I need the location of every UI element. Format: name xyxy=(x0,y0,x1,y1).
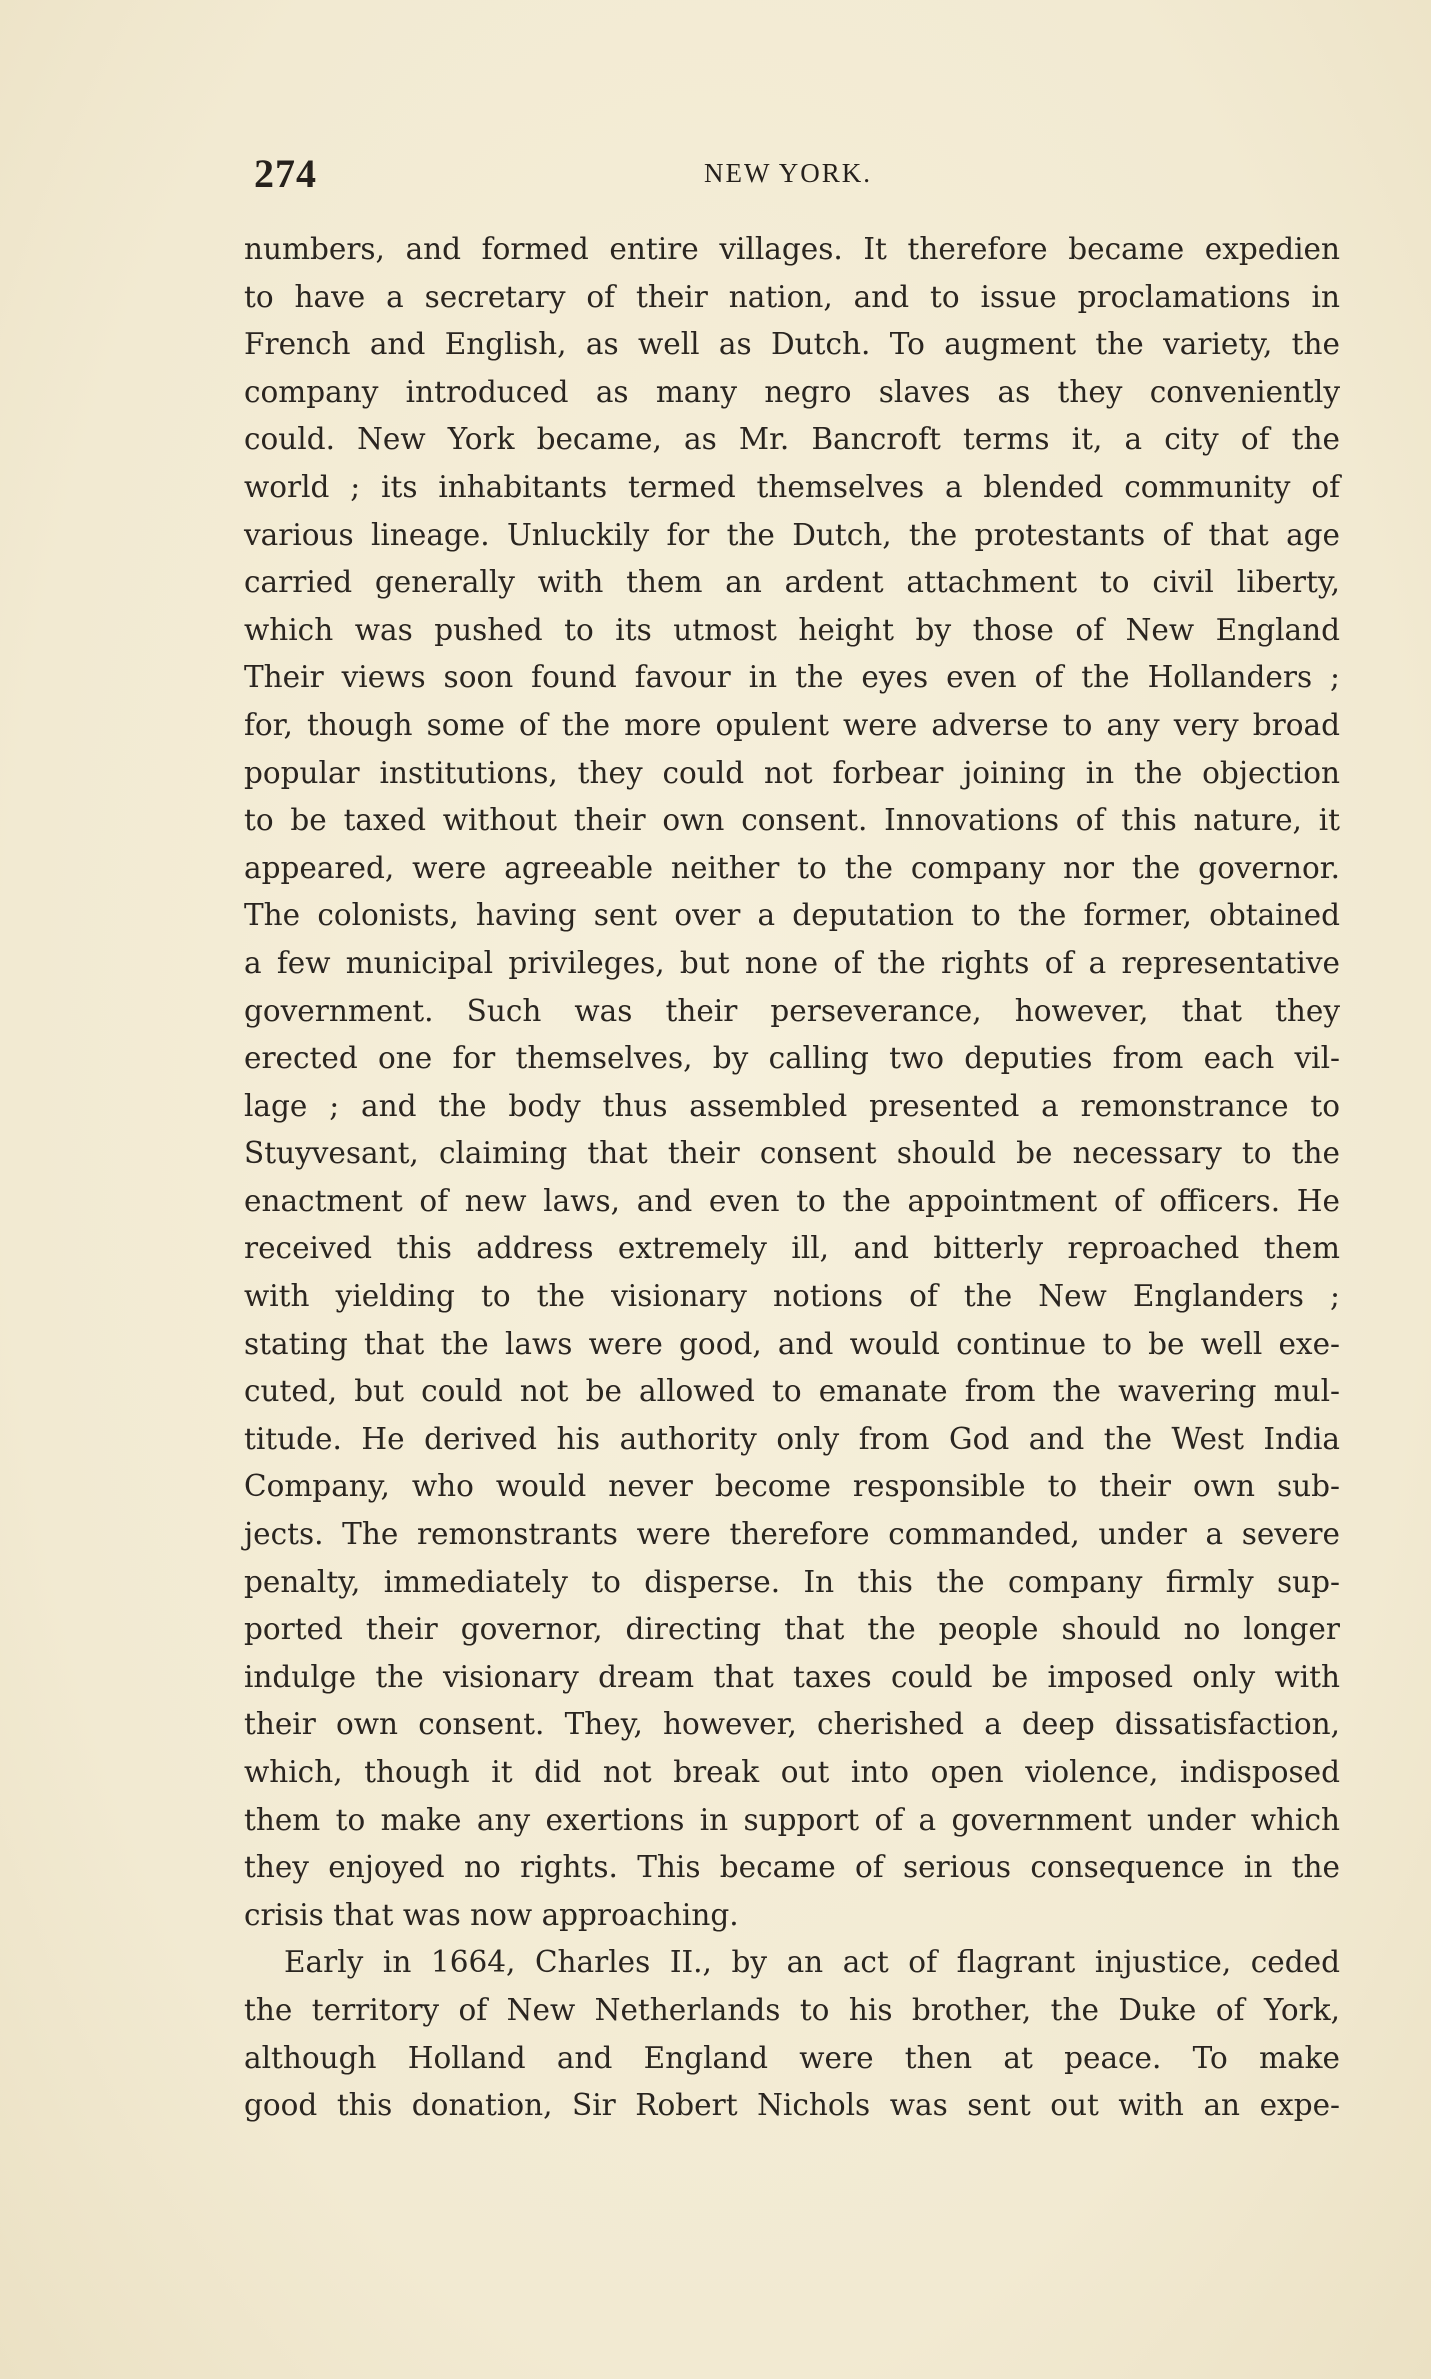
text-line: with yielding to the visionary notions of the New Englanders ; xyxy=(244,1279,1340,1314)
text-line: a few municipal privileges, but none of the rights of a representative xyxy=(244,945,1340,980)
text-line: good this donation, Sir Robert Nichols was sent out with an expe- xyxy=(244,2088,1340,2123)
text-line: which was pushed to its utmost height by those of New England xyxy=(244,612,1340,647)
page-header xyxy=(254,150,1336,206)
text-line: for, though some of the more opulent were adverse to any very broad xyxy=(244,707,1340,742)
text-line: enactment of new laws, and even to the appointment of officers. He xyxy=(244,1183,1340,1218)
page-number: 274 xyxy=(254,151,317,196)
text-line: world ; its inhabitants termed themselves a blended community of xyxy=(244,469,1340,504)
text-line: appeared, were agreeable neither to the company nor the governor. xyxy=(244,850,1340,885)
text-line: titude. He derived his authority only from God and the West India xyxy=(244,1421,1340,1456)
text-line: ported their governor, directing that the people should no longer xyxy=(244,1612,1340,1647)
text-line: them to make any exertions in support of a government under which xyxy=(244,1802,1340,1837)
text-line: Early in 1664, Charles II., by an act of flagrant injustice, ceded xyxy=(284,1945,1340,1980)
text-line: to have a secretary of their nation, and to issue proclamations in xyxy=(244,279,1340,314)
text-line: to be taxed without their own consent. Innovations of this nature, it xyxy=(244,803,1340,838)
text-line: The colonists, having sent over a deputation to the former, obtained xyxy=(244,898,1340,933)
text-line: Stuyvesant, claiming that their consent should be necessary to the xyxy=(244,1136,1340,1171)
text-line: although Holland and England were then at peace. To make xyxy=(244,2040,1340,2075)
text-line: carried generally with them an ardent attachment to civil liberty, xyxy=(244,565,1340,600)
running-head: NEW YORK. xyxy=(704,158,872,188)
text-line: crisis that was now approaching. xyxy=(244,1897,739,1932)
text-line: indulge the visionary dream that taxes could be imposed only with xyxy=(244,1659,1340,1694)
text-line: jects. The remonstrants were therefore commanded, under a severe xyxy=(244,1517,1340,1552)
text-line: company introduced as many negro slaves as they conveniently xyxy=(244,374,1340,409)
text-line: the territory of New Netherlands to his brother, the Duke of York, xyxy=(244,1992,1340,2027)
text-line: which, though it did not break out into open violence, indisposed xyxy=(244,1755,1340,1789)
text-line: their own consent. They, however, cherished a deep dissatisfaction, xyxy=(244,1707,1340,1742)
text-line: popular institutions, they could not forbear joining in the objection xyxy=(244,755,1340,790)
text-line: various lineage. Unluckily for the Dutch, the protestants of that age xyxy=(244,517,1340,552)
text-line: Company, who would never become responsible to their own sub- xyxy=(244,1469,1340,1504)
text-line: erected one for themselves, by calling two deputies from each vil- xyxy=(244,1041,1340,1076)
text-line: could. New York became, as Mr. Bancroft terms it, a city of the xyxy=(244,422,1340,457)
text-line: received this address extremely ill, and bitterly reproached them xyxy=(244,1231,1340,1266)
text-line: government. Such was their perseverance, however, that they xyxy=(244,993,1340,1028)
text-line: numbers, and formed entire villages. It therefore became expedien xyxy=(244,232,1340,266)
text-line: lage ; and the body thus assembled presented a remonstrance to xyxy=(244,1088,1340,1123)
body-text xyxy=(244,226,1340,2130)
text-line: French and English, as well as Dutch. To augment the variety, the xyxy=(244,327,1340,362)
text-line: Their views soon found favour in the eyes even of the Hollanders ; xyxy=(244,660,1340,695)
text-line: stating that the laws were good, and would continue to be well exe- xyxy=(244,1326,1340,1361)
text-line: they enjoyed no rights. This became of serious consequence in the xyxy=(244,1850,1340,1885)
text-line: cuted, but could not be allowed to emanate from the wavering mul- xyxy=(244,1374,1340,1409)
text-line: penalty, immediately to disperse. In this the company firmly sup- xyxy=(244,1564,1340,1599)
